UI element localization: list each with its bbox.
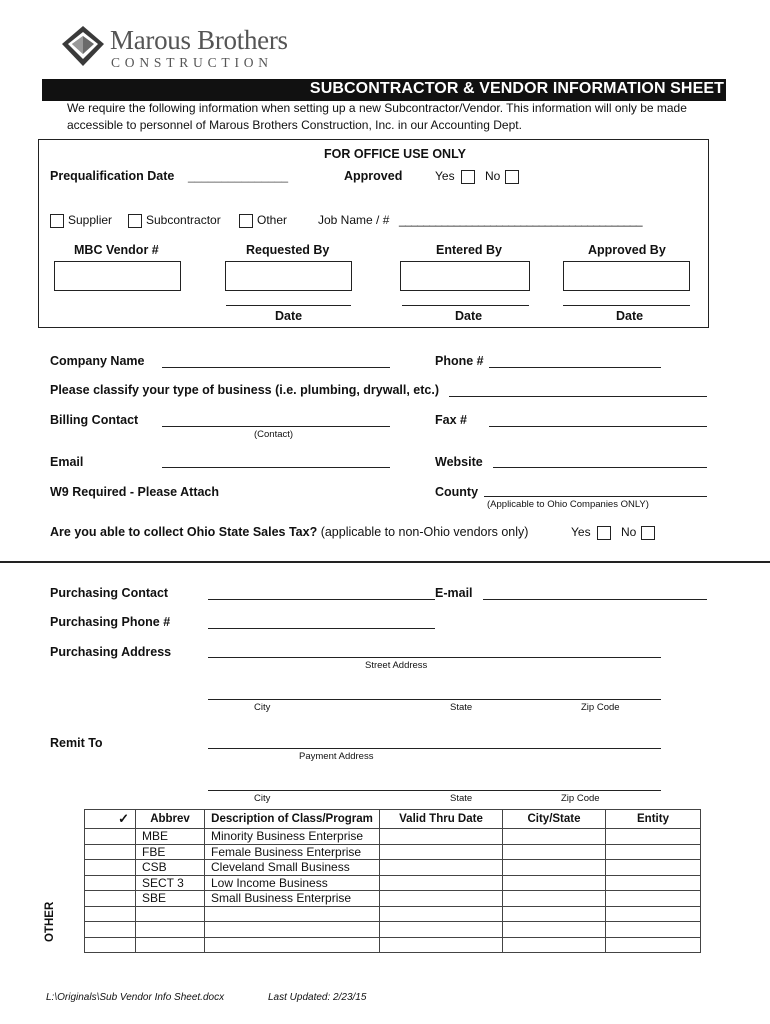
entity-cell[interactable] xyxy=(606,922,701,938)
abbrev-cell[interactable] xyxy=(136,922,205,938)
title-bar xyxy=(42,79,726,101)
description-cell: Low Income Business xyxy=(205,875,380,891)
sales-tax-question xyxy=(50,525,528,539)
description-cell: Female Business Enterprise xyxy=(205,844,380,860)
valid-thru-cell[interactable] xyxy=(380,875,503,891)
abbrev-column-header: Abbrev xyxy=(136,810,205,829)
phone-label: Phone # xyxy=(435,354,484,368)
entity-cell[interactable] xyxy=(606,829,701,845)
check-cell[interactable] xyxy=(85,844,136,860)
check-cell[interactable] xyxy=(85,922,136,938)
table-row xyxy=(85,891,701,907)
city-state-column-header: City/State xyxy=(503,810,606,829)
valid-thru-cell[interactable] xyxy=(380,937,503,953)
supplier-label: Supplier xyxy=(68,213,113,227)
billing-contact-label: Billing Contact xyxy=(50,413,139,427)
check-cell[interactable] xyxy=(85,829,136,845)
job-name-label: Job Name / # xyxy=(318,213,390,227)
website-field[interactable] xyxy=(493,467,707,468)
footer-last-updated: Last Updated: 2/23/15 xyxy=(268,992,367,1003)
valid-thru-cell[interactable] xyxy=(380,829,503,845)
description-cell[interactable] xyxy=(205,906,380,922)
fax-label: Fax # xyxy=(435,413,467,427)
mbc-vendor-label: MBC Vendor # xyxy=(74,243,159,257)
website-label: Website xyxy=(435,455,483,469)
other-side-label: OTHER xyxy=(44,901,56,942)
purchasing-zip-hint: Zip Code xyxy=(581,702,620,713)
county-label: County xyxy=(435,485,479,499)
description-cell[interactable] xyxy=(205,922,380,938)
purchasing-contact-label: Purchasing Contact xyxy=(50,586,169,600)
phone-field[interactable] xyxy=(489,367,661,368)
remit-payment-field[interactable] xyxy=(208,748,661,749)
entity-cell[interactable] xyxy=(606,891,701,907)
description-cell: Small Business Enterprise xyxy=(205,891,380,907)
table-row xyxy=(85,829,701,845)
entity-cell[interactable] xyxy=(606,860,701,876)
table-row xyxy=(85,844,701,860)
abbrev-cell: CSB xyxy=(136,860,205,876)
street-hint: Street Address xyxy=(365,660,428,671)
purchasing-phone-field[interactable] xyxy=(208,628,435,629)
city-state-cell[interactable] xyxy=(503,875,606,891)
table-row xyxy=(85,875,701,891)
remit-zip-hint: Zip Code xyxy=(561,793,600,804)
purchasing-address-label: Purchasing Address xyxy=(50,645,172,659)
abbrev-cell: SBE xyxy=(136,891,205,907)
footer-file-path: L:\Originals\Sub Vendor Info Sheet.docx xyxy=(46,992,225,1003)
approved-no-checkbox[interactable] xyxy=(505,170,519,184)
city-state-cell[interactable] xyxy=(503,844,606,860)
entity-cell[interactable] xyxy=(606,906,701,922)
table-row xyxy=(85,906,701,922)
billing-contact-field[interactable] xyxy=(162,426,390,427)
email-field[interactable] xyxy=(162,467,390,468)
purchasing-phone-label: Purchasing Phone # xyxy=(50,615,171,629)
valid-thru-cell[interactable] xyxy=(380,860,503,876)
city-state-cell[interactable] xyxy=(503,829,606,845)
entered-by-field[interactable] xyxy=(400,261,530,291)
description-cell[interactable] xyxy=(205,937,380,953)
approved-yes-checkbox[interactable] xyxy=(461,170,475,184)
description-cell: Minority Business Enterprise xyxy=(205,829,380,845)
abbrev-cell: SECT 3 xyxy=(136,875,205,891)
city-state-cell[interactable] xyxy=(503,891,606,907)
city-state-cell[interactable] xyxy=(503,922,606,938)
logo xyxy=(60,24,106,71)
company-name-label: Company Name xyxy=(50,354,145,368)
description-cell: Cleveland Small Business xyxy=(205,860,380,876)
county-field[interactable] xyxy=(484,496,707,497)
purchasing-city-hint: City xyxy=(254,702,271,713)
approved-date-line[interactable] xyxy=(563,305,690,306)
approved-yes-label: Yes xyxy=(435,169,455,183)
w9-label: W9 Required - Please Attach xyxy=(50,485,220,499)
fax-field[interactable] xyxy=(489,426,707,427)
remit-city-hint: City xyxy=(254,793,271,804)
other-label: Other xyxy=(257,213,288,227)
entered-date-label: Date xyxy=(455,309,483,323)
sales-tax-yes-label: Yes xyxy=(571,525,591,539)
approved-by-field[interactable] xyxy=(563,261,690,291)
sales-tax-note: (applicable to non-Ohio vendors only) xyxy=(317,525,529,539)
check-column-header: ✓ xyxy=(85,810,136,829)
requested-by-label: Requested By xyxy=(246,243,330,257)
check-cell[interactable] xyxy=(85,860,136,876)
requested-date-label: Date xyxy=(275,309,303,323)
mbc-vendor-field[interactable] xyxy=(54,261,181,291)
office-use-header: FOR OFFICE USE ONLY xyxy=(324,147,466,161)
remit-state-hint: State xyxy=(450,793,473,804)
abbrev-cell: FBE xyxy=(136,844,205,860)
email-label: Email xyxy=(50,455,84,469)
purchasing-email-field[interactable] xyxy=(483,599,707,600)
approved-date-label: Date xyxy=(616,309,644,323)
valid-thru-cell[interactable] xyxy=(380,906,503,922)
sales-tax-no-label: No xyxy=(621,525,637,539)
county-hint: (Applicable to Ohio Companies ONLY) xyxy=(487,499,649,510)
prequal-date-field[interactable]: _______________ xyxy=(188,169,289,183)
purchasing-street-field[interactable] xyxy=(208,657,661,658)
logo-cube-icon xyxy=(60,24,106,68)
intro-line-2: accessible to personnel of Marous Brothers Construction, Inc. in our Accounting Dept. xyxy=(67,118,522,132)
section-divider xyxy=(0,561,770,563)
subcontractor-label: Subcontractor xyxy=(146,213,221,227)
abbrev-cell: MBE xyxy=(136,829,205,845)
contact-hint: (Contact) xyxy=(254,429,294,440)
entered-by-label: Entered By xyxy=(436,243,502,257)
description-column-header: Description of Class/Program xyxy=(205,810,380,829)
table-row xyxy=(85,922,701,938)
other-checkbox[interactable] xyxy=(239,214,253,228)
payment-hint: Payment Address xyxy=(299,751,374,762)
check-cell[interactable] xyxy=(85,906,136,922)
company-name-field[interactable] xyxy=(162,367,390,368)
valid-thru-cell[interactable] xyxy=(380,891,503,907)
purchasing-contact-field[interactable] xyxy=(208,599,435,600)
valid-thru-cell[interactable] xyxy=(380,922,503,938)
classify-field[interactable] xyxy=(449,396,707,397)
classify-label: Please classify your type of business (i.e. plumbing, drywall, etc.) xyxy=(50,383,440,397)
approved-label: Approved xyxy=(344,169,403,183)
subcontractor-checkbox[interactable] xyxy=(128,214,142,228)
entity-cell[interactable] xyxy=(606,844,701,860)
sales-tax-bold: Are you able to collect Ohio State Sales Tax? xyxy=(50,525,318,539)
remit-to-label: Remit To xyxy=(50,736,103,750)
abbrev-cell[interactable] xyxy=(136,906,205,922)
city-state-cell[interactable] xyxy=(503,860,606,876)
remit-city-state-zip-field[interactable] xyxy=(208,790,661,791)
logo-name: Marous Brothers xyxy=(110,25,288,55)
entity-cell[interactable] xyxy=(606,937,701,953)
city-state-cell[interactable] xyxy=(503,906,606,922)
check-cell[interactable] xyxy=(85,891,136,907)
requested-by-field[interactable] xyxy=(225,261,352,291)
purchasing-state-hint: State xyxy=(450,702,473,713)
entity-cell[interactable] xyxy=(606,875,701,891)
sales-tax-no-checkbox[interactable] xyxy=(641,526,655,540)
check-cell[interactable] xyxy=(85,875,136,891)
intro-line-1: We require the following information when setting up a new Subcontractor/Vendor. This information will only be made xyxy=(67,101,687,115)
sales-tax-yes-checkbox[interactable] xyxy=(597,526,611,540)
supplier-checkbox[interactable] xyxy=(50,214,64,228)
logo-subtitle: CONSTRUCTION xyxy=(111,55,273,70)
city-state-cell[interactable] xyxy=(503,937,606,953)
job-name-field[interactable]: ________________________________________ xyxy=(399,213,642,227)
office-use-box xyxy=(38,139,709,328)
purchasing-city-state-zip-field[interactable] xyxy=(208,699,661,700)
abbrev-cell[interactable] xyxy=(136,937,205,953)
table-header-row xyxy=(85,810,701,829)
entered-date-line[interactable] xyxy=(402,305,529,306)
classification-table xyxy=(84,809,701,953)
purchasing-email-label: E-mail xyxy=(435,586,473,600)
requested-date-line[interactable] xyxy=(226,305,351,306)
page-title: SUBCONTRACTOR & VENDOR INFORMATION SHEET xyxy=(309,80,724,97)
prequal-label: Prequalification Date xyxy=(50,169,175,183)
approved-no-label: No xyxy=(485,169,501,183)
entity-column-header: Entity xyxy=(606,810,701,829)
check-cell[interactable] xyxy=(85,937,136,953)
approved-by-label: Approved By xyxy=(588,243,666,257)
table-row xyxy=(85,860,701,876)
table-row xyxy=(85,937,701,953)
valid-thru-cell[interactable] xyxy=(380,844,503,860)
valid-thru-column-header: Valid Thru Date xyxy=(380,810,503,829)
